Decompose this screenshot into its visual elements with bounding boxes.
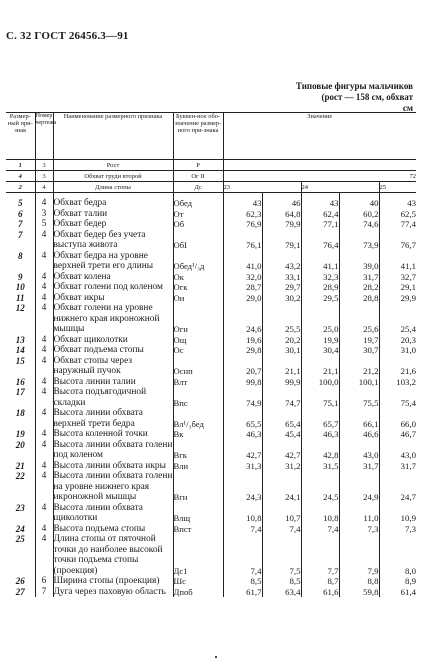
table-row bbox=[6, 503, 416, 524]
value-cell: 62,4 bbox=[301, 209, 339, 220]
table-row bbox=[6, 219, 416, 230]
feature-symbol: Влщ bbox=[173, 503, 223, 524]
value-cell: 32,0 bbox=[223, 272, 262, 283]
feature-number: 8 bbox=[6, 251, 35, 272]
value-cell: 46,7 bbox=[400, 429, 417, 439]
table-row bbox=[6, 272, 416, 283]
value-cell: 24,1 bbox=[262, 471, 301, 503]
feature-symbol: Вгк bbox=[173, 440, 223, 461]
value-cell: 43,0 bbox=[400, 450, 417, 460]
feature-symbol: Впст bbox=[173, 524, 223, 535]
feature-name: Высота линии обхвата верхней трети бедра bbox=[53, 408, 173, 429]
table-row bbox=[6, 524, 416, 535]
value-cell: 28,8 bbox=[339, 293, 379, 304]
feature-symbol: Обед bbox=[173, 198, 223, 209]
table-row bbox=[6, 303, 416, 335]
feature-name: Обхват подъема стопы bbox=[53, 345, 173, 356]
value-cell: 21,1 bbox=[262, 356, 301, 377]
value-cell: 76,1 bbox=[223, 230, 262, 251]
value-cell: 19,6 bbox=[223, 335, 262, 346]
value-cell: 31,2 bbox=[262, 461, 301, 472]
table-row bbox=[6, 282, 416, 293]
value-cell: 42,7 bbox=[223, 440, 262, 461]
value-cell: 10,8 bbox=[301, 503, 339, 524]
feature-symbol: Вли bbox=[173, 461, 223, 472]
table-row bbox=[6, 230, 416, 251]
value-cell: 41,0 bbox=[223, 251, 262, 272]
table-row bbox=[6, 293, 416, 304]
value-cell: 25,0 bbox=[301, 303, 339, 335]
value-cell: 19,7 bbox=[339, 335, 379, 346]
value-cell: 74,7 bbox=[262, 387, 301, 408]
feature-symbol: Вл¹/₃бед bbox=[173, 408, 223, 429]
feature-number: 24 bbox=[6, 524, 35, 535]
value-cell: 28,7 bbox=[223, 282, 262, 293]
value-cell: 62,5 bbox=[400, 208, 417, 219]
value-cell: 7,4 bbox=[262, 524, 301, 535]
feature-name: Обхват стопы через наружный пучок bbox=[53, 356, 173, 377]
value-cell: 29,8 bbox=[223, 345, 262, 356]
drawing-number: 4 bbox=[35, 524, 53, 535]
feature-symbol: Ощ bbox=[173, 335, 223, 346]
value-cell: 7,3 bbox=[405, 523, 417, 534]
value-cell: 63,4 bbox=[262, 587, 301, 598]
value-cell: 30,2 bbox=[262, 293, 301, 304]
feature-number: 6 bbox=[6, 209, 35, 220]
table-row bbox=[6, 198, 416, 209]
value-cell: 76,4 bbox=[301, 230, 339, 251]
feature-symbol: Ог II bbox=[173, 171, 223, 182]
feature-number: 7 bbox=[6, 219, 35, 230]
value-cell: 45,4 bbox=[262, 429, 301, 440]
drawing-number: 4 bbox=[35, 356, 53, 377]
drawing-number: 4 bbox=[35, 461, 53, 472]
drawing-number: 4 bbox=[35, 534, 53, 576]
value-cell: 103,2 bbox=[396, 376, 417, 387]
header-feature-number: Размер-ный при-знак bbox=[6, 113, 35, 160]
feature-name: Высота подъема стопы bbox=[53, 524, 173, 535]
feature-number: 11 bbox=[6, 293, 35, 304]
table-row bbox=[6, 335, 416, 346]
drawing-number: 4 bbox=[35, 230, 53, 251]
table-row bbox=[6, 209, 416, 220]
value-cell bbox=[339, 171, 379, 182]
feature-symbol: Вк bbox=[173, 429, 223, 440]
value-cell: 25,6 bbox=[339, 303, 379, 335]
page-header: С. 32 ГОСТ 26456.3—91 bbox=[6, 30, 129, 42]
value-cell: 29,5 bbox=[301, 293, 339, 304]
feature-symbol: ОбI bbox=[173, 230, 223, 251]
table-row bbox=[6, 387, 416, 408]
value-cell: 43,2 bbox=[262, 251, 301, 272]
feature-name: Высота подъягодичной складки bbox=[53, 387, 173, 408]
value-cell: 7,4 bbox=[301, 524, 339, 535]
feature-number: 17 bbox=[6, 387, 35, 408]
value-cell: 31,0 bbox=[400, 345, 417, 355]
value-cell: 46 bbox=[262, 198, 301, 209]
drawing-number: 4 bbox=[35, 345, 53, 356]
feature-symbol: Р bbox=[173, 160, 223, 171]
value-cell: 74,9 bbox=[223, 387, 262, 408]
value-cell: 61,7 bbox=[223, 587, 262, 598]
value-cell: 24,3 bbox=[223, 471, 262, 503]
value-cell: 66,0 bbox=[400, 418, 417, 429]
drawing-number: 4 bbox=[35, 408, 53, 429]
feature-number: 4 bbox=[6, 171, 35, 182]
table-row bbox=[6, 345, 416, 356]
value-cell: 10,8 bbox=[223, 503, 262, 524]
feature-number: 13 bbox=[6, 335, 35, 346]
feature-number: 15 bbox=[6, 356, 35, 377]
table-row bbox=[6, 440, 416, 461]
value-cell: 20,2 bbox=[262, 335, 301, 346]
value-cell: 29,1 bbox=[400, 282, 417, 292]
value-cell: 19,9 bbox=[301, 335, 339, 346]
value-cell: 65,4 bbox=[262, 408, 301, 429]
feature-symbol: Ои bbox=[173, 293, 223, 304]
value-cell: 25 bbox=[379, 182, 416, 193]
value-cell: 8,0 bbox=[405, 565, 417, 576]
drawing-number: 4 bbox=[35, 182, 53, 193]
value-cell: 7,5 bbox=[262, 534, 301, 576]
feature-name: Высота линии обхвата голени под коленом bbox=[53, 439, 173, 460]
value-cell: 99,9 bbox=[262, 377, 301, 388]
value-cell: 66,1 bbox=[339, 408, 379, 429]
value-cell: 65,7 bbox=[301, 408, 339, 429]
feature-number: 5 bbox=[6, 198, 35, 209]
value-cell: 61,4 bbox=[400, 586, 417, 597]
table-title-line2: (рост — 158 см, обхват bbox=[321, 92, 413, 102]
value-cell: 11,0 bbox=[339, 503, 379, 524]
feature-symbol: Дс bbox=[173, 182, 223, 193]
value-cell bbox=[262, 182, 301, 193]
value-cell bbox=[301, 160, 339, 171]
feature-number: 26 bbox=[6, 576, 35, 587]
value-cell bbox=[223, 160, 262, 171]
drawing-number: 3 bbox=[35, 209, 53, 220]
value-cell: 8,8 bbox=[339, 576, 379, 587]
value-cell: 24,5 bbox=[301, 471, 339, 503]
feature-symbol: Впс bbox=[173, 387, 223, 408]
value-cell bbox=[339, 182, 379, 193]
feature-number: 2 bbox=[6, 182, 35, 193]
value-cell bbox=[262, 171, 301, 182]
table-title-line3: см bbox=[402, 103, 413, 113]
value-cell: 20,3 bbox=[400, 334, 417, 345]
header-row bbox=[6, 113, 416, 160]
value-cell: 60,2 bbox=[339, 209, 379, 220]
header-feature-name: Наименование размерного признака bbox=[53, 113, 173, 160]
value-cell: 7,3 bbox=[339, 524, 379, 535]
value-cell: 7,7 bbox=[301, 534, 339, 576]
feature-symbol: Ок bbox=[173, 272, 223, 283]
feature-symbol: Ос bbox=[173, 345, 223, 356]
feature-name: Обхват бедра на уровне верхней трети его длины bbox=[53, 251, 173, 272]
feature-symbol: Об bbox=[173, 219, 223, 230]
feature-name: Высота линии обхвата щиколотки bbox=[53, 503, 173, 524]
value-cell: 64,8 bbox=[262, 209, 301, 220]
feature-number: 20 bbox=[6, 440, 35, 461]
drawing-number: 7 bbox=[35, 587, 53, 598]
table-title-line1: Типовые фигуры мальчиков bbox=[295, 81, 413, 91]
value-cell: 29,9 bbox=[400, 292, 417, 303]
table-row bbox=[6, 576, 416, 587]
value-cell: 30,7 bbox=[339, 345, 379, 356]
feature-name: Высота линии обхвата икры bbox=[53, 461, 173, 472]
value-cell: 8,7 bbox=[301, 576, 339, 587]
feature-name: Высота коленной точки bbox=[53, 429, 173, 440]
value-cell: 41,1 bbox=[301, 251, 339, 272]
value-cell: 8,5 bbox=[262, 576, 301, 587]
value-cell: 33,1 bbox=[262, 272, 301, 283]
feature-name: Обхват талии bbox=[53, 209, 173, 220]
value-cell: 25,4 bbox=[400, 324, 417, 334]
header-top-row bbox=[6, 182, 416, 193]
feature-number: 1 bbox=[6, 160, 35, 171]
value-cell: 99,8 bbox=[223, 377, 262, 388]
value-cell: 42,8 bbox=[301, 440, 339, 461]
feature-symbol: Шс bbox=[173, 576, 223, 587]
feature-symbol: От bbox=[173, 209, 223, 220]
feature-symbol: Дс1 bbox=[173, 534, 223, 576]
feature-name: Ширина стопы (проекция) bbox=[53, 576, 173, 587]
value-cell: 46,3 bbox=[301, 429, 339, 440]
feature-symbol: Вгн bbox=[173, 471, 223, 503]
table-row bbox=[6, 461, 416, 472]
value-cell: 79,1 bbox=[262, 230, 301, 251]
value-cell: 77,4 bbox=[400, 219, 417, 229]
feature-number: 25 bbox=[6, 534, 35, 576]
feature-name: Обхват бедер bbox=[53, 219, 173, 230]
value-cell: 43 bbox=[301, 198, 339, 209]
feature-name: Высота линии обхвата голени на уровне нижнего края икроножной мышцы bbox=[53, 471, 173, 502]
value-cell: 43 bbox=[223, 198, 262, 209]
value-cell: 7,9 bbox=[339, 534, 379, 576]
value-cell: 32,3 bbox=[301, 272, 339, 283]
feature-number: 19 bbox=[6, 429, 35, 440]
value-cell: 73,9 bbox=[339, 230, 379, 251]
feature-name: Обхват колена bbox=[53, 272, 173, 283]
value-cell: 75,4 bbox=[400, 397, 417, 408]
value-cell: 24 bbox=[301, 182, 339, 193]
value-cell: 21,1 bbox=[301, 356, 339, 377]
value-cell: 40 bbox=[339, 198, 379, 209]
value-cell: 62,3 bbox=[223, 209, 262, 220]
drawing-number: 4 bbox=[35, 440, 53, 461]
feature-name: Обхват голени под коленом bbox=[53, 282, 173, 293]
feature-number: 7 bbox=[6, 230, 35, 251]
table-row bbox=[6, 471, 416, 503]
drawing-number: 3 bbox=[35, 160, 53, 171]
table-row bbox=[6, 408, 416, 429]
value-cell: 7,4 bbox=[223, 524, 262, 535]
value-cell: 65,5 bbox=[223, 408, 262, 429]
feature-name: Дуга через паховую область bbox=[53, 587, 173, 598]
value-cell bbox=[339, 160, 379, 171]
page-dot bbox=[215, 656, 217, 658]
drawing-number: 4 bbox=[35, 198, 53, 209]
table-row bbox=[6, 251, 416, 272]
value-cell: 31,5 bbox=[301, 461, 339, 472]
feature-name: Длина стопы от пяточной точки до наиболее высокой точки подъема стопы (проекция) bbox=[53, 534, 173, 576]
header-value: Значение bbox=[223, 113, 416, 160]
value-cell: 79,9 bbox=[262, 219, 301, 230]
drawing-number: 4 bbox=[35, 335, 53, 346]
value-cell bbox=[301, 171, 339, 182]
table-row bbox=[6, 429, 416, 440]
value-cell: 29,7 bbox=[262, 282, 301, 293]
table-row bbox=[6, 534, 416, 576]
table-row bbox=[6, 356, 416, 377]
table-row bbox=[6, 377, 416, 388]
feature-number: 16 bbox=[6, 377, 35, 388]
value-cell: 10,7 bbox=[262, 503, 301, 524]
header-top-row bbox=[6, 160, 416, 171]
feature-symbol: Огк bbox=[173, 282, 223, 293]
feature-symbol: Обед¹/₃д bbox=[173, 251, 223, 272]
value-cell: 23 bbox=[223, 182, 262, 193]
feature-name: Обхват бедра bbox=[53, 198, 173, 209]
value-cell: 75,1 bbox=[301, 387, 339, 408]
drawing-number: 3 bbox=[35, 171, 53, 182]
value-cell: 42,7 bbox=[262, 440, 301, 461]
measurements-table bbox=[6, 112, 416, 597]
value-cell: 76,7 bbox=[400, 240, 417, 250]
drawing-number: 4 bbox=[35, 503, 53, 524]
header-symbol: Буквен-ное обо-значение размер-ного при-знака bbox=[173, 113, 223, 160]
value-cell: 7,4 bbox=[223, 534, 262, 576]
value-cell: 39,0 bbox=[339, 251, 379, 272]
value-cell bbox=[379, 160, 416, 171]
drawing-number: 5 bbox=[35, 219, 53, 230]
value-cell: 77,1 bbox=[301, 219, 339, 230]
drawing-number: 4 bbox=[35, 429, 53, 440]
drawing-number: 4 bbox=[35, 282, 53, 293]
feature-name: Обхват голени на уровне нижнего края икроножной мышцы bbox=[53, 303, 173, 335]
table-title bbox=[253, 81, 413, 114]
value-cell: 46,3 bbox=[223, 429, 262, 440]
header-drawing-number: Номер чертежа bbox=[35, 113, 53, 160]
value-cell: 61,6 bbox=[301, 587, 339, 598]
feature-name: Обхват груди второй bbox=[53, 171, 173, 182]
value-cell: 59,8 bbox=[339, 587, 379, 598]
value-cell: 20,7 bbox=[223, 356, 262, 377]
value-cell: 46,6 bbox=[339, 429, 379, 440]
drawing-number: 4 bbox=[35, 293, 53, 304]
value-cell: 24,9 bbox=[339, 471, 379, 503]
feature-name: Высота линии талии bbox=[53, 377, 173, 388]
value-cell: 30,4 bbox=[301, 345, 339, 356]
value-cell: 28,2 bbox=[339, 282, 379, 293]
feature-name: Длина стопы bbox=[53, 182, 173, 193]
drawing-number: 4 bbox=[35, 377, 53, 388]
feature-symbol: Оснп bbox=[173, 356, 223, 377]
value-cell: 31,7 bbox=[339, 461, 379, 472]
table-row bbox=[6, 587, 416, 598]
feature-name: Обхват щиколотки bbox=[53, 335, 173, 346]
drawing-number: 4 bbox=[35, 251, 53, 272]
feature-number: 9 bbox=[6, 272, 35, 283]
feature-symbol: Влт bbox=[173, 377, 223, 388]
value-cell bbox=[262, 160, 301, 171]
feature-number: 14 bbox=[6, 345, 35, 356]
feature-number: 10 bbox=[6, 282, 35, 293]
header-top-row bbox=[6, 171, 416, 182]
feature-name: Обхват икры bbox=[53, 293, 173, 304]
value-cell: 31,7 bbox=[339, 272, 379, 283]
drawing-number: 4 bbox=[35, 272, 53, 283]
value-cell: 29,0 bbox=[223, 293, 262, 304]
value-cell: 76,9 bbox=[223, 219, 262, 230]
feature-number: 27 bbox=[6, 587, 35, 598]
feature-number: 23 bbox=[6, 503, 35, 524]
feature-number: 12 bbox=[6, 303, 35, 335]
value-cell: 28,9 bbox=[301, 282, 339, 293]
feature-symbol: Огн bbox=[173, 303, 223, 335]
drawing-number: 4 bbox=[35, 387, 53, 408]
value-cell: 25,5 bbox=[262, 303, 301, 335]
value-cell: 21,6 bbox=[400, 366, 417, 376]
value-cell: 8,9 bbox=[405, 576, 417, 586]
value-cell: 74,6 bbox=[339, 219, 379, 230]
feature-name: Рост bbox=[53, 160, 173, 171]
value-cell: 31,3 bbox=[223, 461, 262, 472]
drawing-number: 6 bbox=[35, 576, 53, 587]
feature-number: 22 bbox=[6, 471, 35, 503]
value-cell: 24,6 bbox=[223, 303, 262, 335]
value-cell: 30,1 bbox=[262, 345, 301, 356]
feature-number: 18 bbox=[6, 408, 35, 429]
value-cell: 100,0 bbox=[301, 377, 339, 388]
value-cell: 21,2 bbox=[339, 356, 379, 377]
drawing-number: 4 bbox=[35, 303, 53, 335]
value-cell: 72 bbox=[379, 171, 416, 182]
value-cell: 31,7 bbox=[400, 460, 417, 471]
value-cell: 41,1 bbox=[400, 261, 417, 271]
drawing-number: 4 bbox=[35, 471, 53, 503]
value-cell: 43,0 bbox=[339, 440, 379, 461]
value-cell: 75,5 bbox=[339, 387, 379, 408]
feature-symbol: Дпоб bbox=[173, 587, 223, 598]
feature-name: Обхват бедер без учета выступа живота bbox=[53, 230, 173, 251]
value-cell bbox=[223, 171, 262, 182]
value-cell: 24,7 bbox=[400, 492, 417, 502]
value-cell: 8,5 bbox=[223, 576, 262, 587]
value-cell: 100,1 bbox=[339, 377, 379, 388]
feature-number: 21 bbox=[6, 461, 35, 472]
value-cell: 32,7 bbox=[400, 271, 417, 282]
value-cell: 43 bbox=[407, 198, 417, 208]
value-cell: 10,9 bbox=[400, 513, 417, 523]
